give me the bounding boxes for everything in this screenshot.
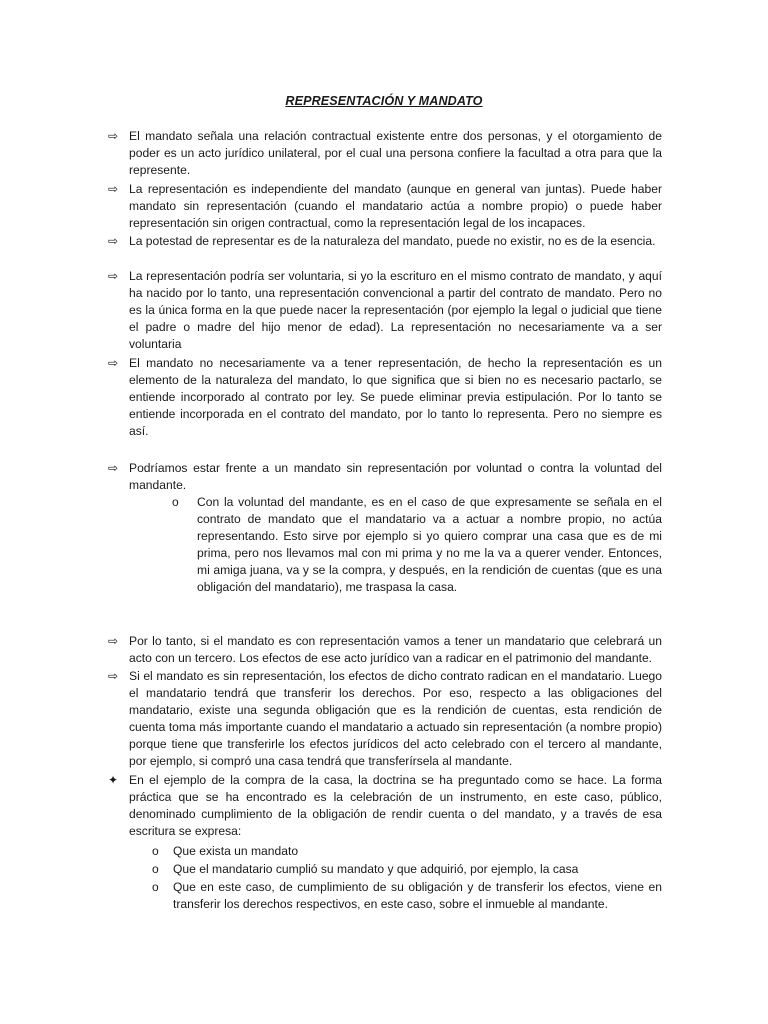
paragraph-text: La representación es independiente del mandato (aunque en general van juntas). Puede haber mandato sin representación (cuando el mandatario actúa a nombre propio) o puede haber representación sin origen contractual, como la representación legal de los incapaces. (129, 182, 662, 230)
paragraph-6 (108, 460, 662, 494)
paragraph-text: Si el mandato es sin representación, los efectos de dicho contrato radican en el mandatario. Luego el mandatario tendrá que transferir los derechos. Por eso, respecto a las obligaciones del mandatario, existe una segunda obligación que es la rendición de cuentas, esta rendición de cuenta toma más importante cuando el mandatario a actuado sin representación (a nombre propio) porque tiene que transferirle los efectos jurídicos del acto celebrado con el tercero al mandante, por ejemplo, si compró una casa tendrá que transferírsela al mandante. (129, 669, 662, 768)
paragraph-1 (108, 128, 662, 179)
arrow-bullet-icon: ⇨ (108, 129, 119, 143)
paragraph-text: Podríamos estar frente a un mandato sin representación por voluntad o contra la voluntad del mandante. (129, 461, 662, 492)
circle-bullet-icon: o (172, 495, 179, 509)
circle-bullet-icon: o (152, 880, 159, 894)
list-item-text: Que exista un mandato (173, 844, 299, 858)
sub-item-with-will (172, 494, 662, 595)
list-item-text: Que en este caso, de cumplimiento de su obligación y de transferir los efectos, viene en transferir los derechos respectivos, en este caso, sobre el inmueble al mandante. (173, 880, 662, 911)
circle-bullet-icon: o (152, 862, 159, 876)
paragraph-4 (108, 268, 662, 353)
sub-item-text: Con la voluntad del mandante, es en el caso de que expresamente se señala en el contrato de mandato que el mandatario va a actuar a nombre propio, no actúa representando. Esto sirve por ejemplo si yo quiero comprar una casa que es de mi prima, pero nos llevamos mal con mi prima y no me la va a querer vender. Entonces, mi amiga juana, va y se la compra, y después, en la rendición de cuentas (que es una obligación del mandatario), me traspasa la casa. (197, 495, 662, 594)
arrow-bullet-icon: ⇨ (108, 269, 119, 283)
arrow-bullet-icon: ⇨ (108, 634, 119, 648)
arrow-bullet-icon: ⇨ (108, 182, 119, 196)
paragraph-8 (108, 668, 662, 769)
paragraph-text: La representación podría ser voluntaria, si yo la escrituro en el mismo contrato de mandato, y aquí ha nacido por lo tanto, una representación convencional a partir del contrato de mandato. Pero no es la única forma en la que puede nacer la representación (por ejemplo la legal o judicial que tiene el padre o madre del hijo menor de edad). La representación no necesariamente va a ser voluntaria (129, 269, 662, 351)
paragraph-7 (108, 633, 662, 667)
paragraph-text: La potestad de representar es de la naturaleza del mandato, puede no existir, no es de la esencia. (129, 234, 656, 248)
paragraph-text: El mandato señala una relación contractual existente entre dos personas, y el otorgamiento de poder es un acto jurídico unilateral, por el cual una persona confiere la facultad a otra para que la represente. (129, 129, 662, 177)
paragraph-text: En el ejemplo de la compra de la casa, la doctrina se ha preguntado como se hace. La forma práctica que se ha encontrado es la celebración de un instrumento, en este caso, público, denominado cumplimiento de la obligación de rendir cuenta o del mandato, y a través de esa escritura se expresa: (129, 773, 662, 838)
circle-bullet-icon: o (152, 844, 159, 858)
list-item-text: Que el mandatario cumplió su mandato y que adquirió, por ejemplo, la casa (173, 862, 579, 876)
paragraph-text: Por lo tanto, si el mandato es con representación vamos a tener un mandatario que celebrará un acto con un tercero. Los efectos de ese acto jurídico van a radicar en el patrimonio del mandante. (129, 634, 662, 665)
arrow-bullet-icon: ⇨ (108, 234, 119, 248)
arrow-bullet-icon: ⇨ (108, 461, 119, 475)
list-item (152, 879, 662, 913)
paragraph-3 (108, 233, 662, 250)
star-bullet-icon: ✦ (108, 773, 119, 787)
list-item (152, 843, 662, 860)
paragraph-text: El mandato no necesariamente va a tener representación, de hecho la representación es un elemento de la naturaleza del mandato, lo que significa que si bien no es necesario pactarlo, se entiende incorporado al contrato por ley. Se puede eliminar previa estipulación. Por lo tanto se entiende incorporada en el contrato del mandato, por lo tanto lo representa. Pero no siempre es así. (129, 356, 662, 438)
paragraph-5 (108, 355, 662, 440)
arrow-bullet-icon: ⇨ (108, 356, 119, 370)
paragraph-2 (108, 181, 662, 232)
document-title: REPRESENTACIÓN Y MANDATO (285, 94, 483, 108)
list-item (152, 861, 662, 878)
arrow-bullet-icon: ⇨ (108, 669, 119, 683)
paragraph-9 (108, 772, 662, 840)
